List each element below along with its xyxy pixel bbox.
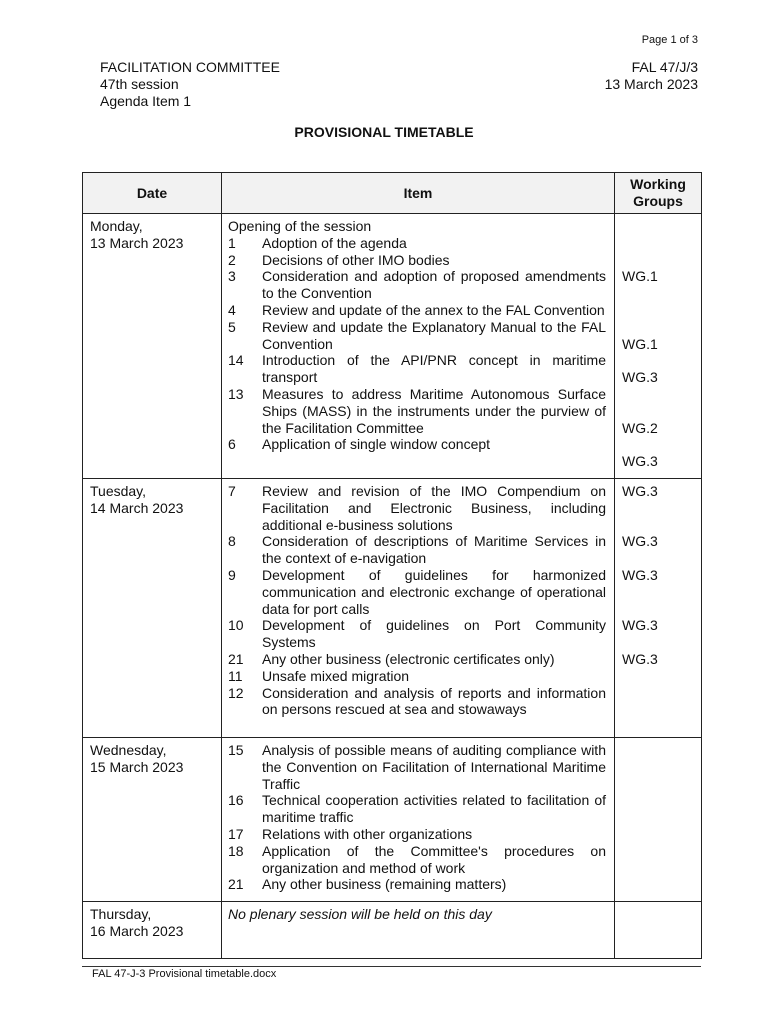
- agenda-item-text: Any other business (remaining matters): [262, 876, 507, 893]
- page-number: Page 1 of 3: [641, 34, 698, 46]
- agenda-item-number: 12: [228, 684, 244, 701]
- table-row: [83, 902, 702, 959]
- agenda-item: [228, 533, 606, 567]
- agenda-item-number: 5: [228, 318, 236, 335]
- agenda-item-text: Application of single window concept: [262, 436, 491, 453]
- agenda-item-number: 21: [228, 876, 244, 893]
- agenda-item-number: 9: [228, 566, 236, 583]
- working-groups-cell: [615, 737, 702, 901]
- agenda-item: [228, 483, 606, 533]
- agenda-item-number: 18: [228, 842, 244, 859]
- agenda-item: [228, 386, 606, 436]
- working-group-label: WG.3: [622, 482, 658, 499]
- timetable: [82, 172, 702, 959]
- agenda-item-text: Technical cooperation activities related to facilitation of maritime traffic: [262, 792, 606, 826]
- agenda-item-number: 10: [228, 617, 244, 634]
- header-working-groups: [615, 173, 702, 214]
- agenda-item-text: Decisions of other IMO bodies: [262, 251, 450, 268]
- agenda-item: [228, 742, 606, 792]
- agenda-item-number: 21: [228, 650, 244, 667]
- agenda-item: [228, 436, 606, 453]
- document-header-right: [605, 59, 698, 93]
- working-group-label: WG.1: [622, 335, 658, 352]
- agenda-item-text: Any other business (electronic certificates only): [262, 650, 555, 667]
- agenda-item-number: 17: [228, 825, 244, 842]
- session-opening: Opening of the session: [228, 218, 372, 234]
- agenda-item-text: Adoption of the agenda: [262, 234, 407, 251]
- agenda-item-text: Relations with other organizations: [262, 825, 473, 842]
- agenda-item-number: 4: [228, 301, 236, 318]
- agenda-item-number: 16: [228, 792, 244, 809]
- agenda-item-text: Consideration and analysis of reports and information on persons rescued at sea and stowaways: [262, 684, 606, 718]
- agenda-item: [228, 567, 606, 617]
- header-date: Date: [83, 173, 222, 214]
- agenda-item: [228, 319, 606, 353]
- table-header-row: [83, 173, 702, 214]
- no-session-note: No plenary session will be held on this day: [228, 906, 492, 923]
- agenda-item: [228, 617, 606, 651]
- day-name: Wednesday,: [90, 741, 167, 758]
- working-group-label: WG.3: [622, 369, 658, 386]
- agenda-item: [228, 268, 606, 302]
- agenda-item: [228, 843, 606, 877]
- agenda-item: [228, 792, 606, 826]
- day-name: Monday,: [90, 218, 143, 234]
- table-row: [83, 737, 702, 901]
- working-group-label: WG.3: [622, 453, 658, 470]
- working-groups-cell: [615, 214, 702, 479]
- agenda-item-text: Review and revision of the IMO Compendium on Facilitation and Electronic Business, including additional e-business solutions: [262, 482, 606, 533]
- date-cell: [83, 214, 222, 479]
- document-date: 13 March 2023: [604, 76, 698, 92]
- agenda-item-text: Consideration of descriptions of Maritime Services in the context of e-navigation: [262, 533, 606, 567]
- agenda-item: [228, 876, 606, 893]
- agenda-item-text: Analysis of possible means of auditing compliance with the Convention on Facilitation of International Maritime Traffic: [262, 741, 606, 792]
- agenda-label: Agenda Item 1: [100, 93, 192, 109]
- document-reference: FAL 47/J/3: [631, 59, 698, 75]
- header-wg-line1: Working: [630, 176, 686, 193]
- item-cell: [222, 902, 615, 959]
- agenda-item-number: 8: [228, 533, 236, 550]
- agenda-item: [228, 252, 606, 269]
- agenda-item-text: Review and update the Explanatory Manual to the FAL Convention: [262, 318, 606, 352]
- working-groups-cell: [615, 478, 702, 737]
- agenda-item-text: Application of the Committee's procedures on organization and method of work: [262, 842, 606, 876]
- table-row: [83, 214, 702, 479]
- agenda-item: [228, 302, 606, 319]
- agenda-item-number: 13: [228, 385, 244, 402]
- day-name: Tuesday,: [90, 482, 147, 499]
- agenda-item: [228, 685, 606, 719]
- agenda-item: [228, 352, 606, 386]
- agenda-item-number: 7: [228, 482, 236, 499]
- day-date: 14 March 2023: [90, 499, 184, 516]
- day-date: 13 March 2023: [90, 234, 184, 251]
- day-date: 16 March 2023: [90, 922, 184, 939]
- working-group-label: WG.3: [622, 617, 658, 634]
- table-row: [83, 478, 702, 737]
- agenda-item: [228, 235, 606, 252]
- item-cell: [222, 478, 615, 737]
- working-group-label: WG.3: [622, 650, 658, 667]
- header-wg-line2: Groups: [633, 193, 683, 209]
- footer-divider: [82, 966, 701, 967]
- agenda-item: [228, 668, 606, 685]
- agenda-item-text: Unsafe mixed migration: [262, 667, 410, 684]
- agenda-item-number: 14: [228, 352, 244, 369]
- document-header-left: [100, 59, 280, 110]
- page-title: PROVISIONAL TIMETABLE: [294, 124, 474, 140]
- session-label: 47th session: [100, 76, 179, 92]
- agenda-item-text: Development of guidelines on Port Community Systems: [262, 617, 606, 651]
- agenda-item-text: Review and update of the annex to the FAL Convention: [262, 301, 605, 318]
- day-name: Thursday,: [90, 906, 152, 923]
- agenda-item-text: Introduction of the API/PNR concept in maritime transport: [262, 352, 606, 386]
- date-cell: [83, 478, 222, 737]
- working-group-label: WG.2: [622, 419, 658, 436]
- agenda-item-number: 15: [228, 741, 244, 758]
- agenda-item-number: 3: [228, 268, 236, 285]
- header-item: Item: [222, 173, 615, 214]
- date-cell: [83, 902, 222, 959]
- working-groups-cell: [615, 902, 702, 959]
- working-group-label: WG.3: [622, 533, 658, 550]
- agenda-item: [228, 826, 606, 843]
- committee-name: FACILITATION COMMITTEE: [100, 59, 280, 75]
- agenda-item-number: 1: [228, 234, 236, 251]
- item-cell: [222, 214, 615, 479]
- day-date: 15 March 2023: [90, 758, 184, 775]
- agenda-item-number: 6: [228, 436, 236, 453]
- agenda-item: [228, 651, 606, 668]
- agenda-item-number: 2: [228, 251, 236, 268]
- footer-filename: FAL 47-J-3 Provisional timetable.docx: [92, 968, 277, 980]
- date-cell: [83, 737, 222, 901]
- agenda-item-text: Consideration and adoption of proposed amendments to the Convention: [262, 268, 606, 302]
- agenda-item-number: 11: [228, 667, 243, 684]
- agenda-item-text: Development of guidelines for harmonized communication and electronic exchange of operational data for port calls: [262, 566, 606, 617]
- agenda-item-text: Measures to address Maritime Autonomous Surface Ships (MASS) in the instruments under the purview of the Facilitation Committee: [262, 385, 606, 436]
- working-group-label: WG.3: [622, 566, 658, 583]
- working-group-label: WG.1: [622, 268, 658, 285]
- item-cell: [222, 737, 615, 901]
